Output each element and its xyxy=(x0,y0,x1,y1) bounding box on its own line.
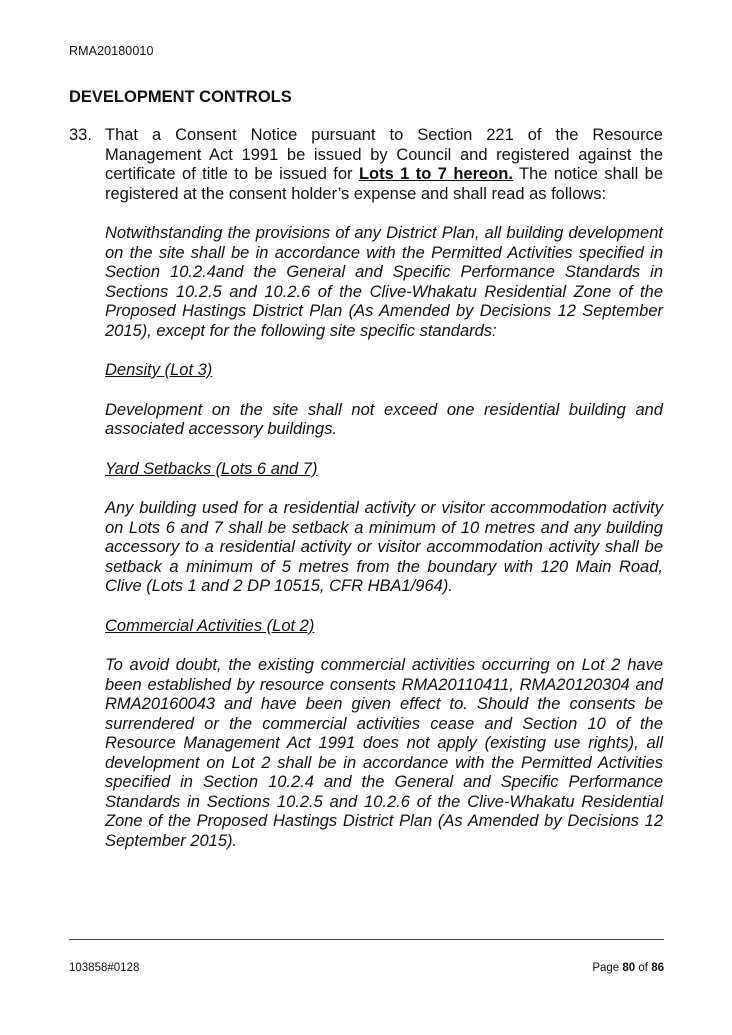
lots-reference: Lots 1 to 7 hereon. xyxy=(358,165,513,183)
yard-setbacks-paragraph: Any building used for a residential activity or visitor accommodation activity on Lots 6 and 7 shall be setback a minimum of 10 metres and any building accessory to a residential activity or visitor accommodation activity shall be setback a minimum of 5 metres from the boundary with 120 Main Road, Clive (Lots 1 and 2 DP 10515, CFR HBA1/964). xyxy=(105,499,663,595)
notice-intro-paragraph: Notwithstanding the provisions of any District Plan, all building development on the site shall be in accordance with the Permitted Activities specified in Section 10.2.4and the General and Specific Performance Standards in Sections 10.2.5 and 10.2.6 of the Clive-Whakatu Residential Zone of the Proposed Hastings District Plan (As Amended by Decisions 12 September 2015), except for the following site specific standards: xyxy=(105,224,663,340)
density-heading: Density (Lot 3) xyxy=(105,361,213,379)
section-heading: DEVELOPMENT CONTROLS xyxy=(69,88,292,106)
condition-body xyxy=(105,126,663,851)
intro-text-before: That a Consent Notice pursuant to Section 221 of the Resource Management Act 1991 be issued by Council and registered against the certificate of title to be issued for xyxy=(105,126,663,183)
condition-33 xyxy=(69,126,663,851)
intro-text-after: The notice shall be registered at the consent holder’s expense and shall read as follows: xyxy=(105,165,664,203)
commercial-activities-paragraph: To avoid doubt, the existing commercial activities occurring on Lot 2 have been established by resource consents RMA20110411, RMA20120304 and RMA20160043 and have been given effect to. Should the consents be surrendered or the commercial activities cease and Section 10 of the Resource Management Act 1991 does not apply (existing use rights), all development on Lot 2 shall be in accordance with the Permitted Activities specified in Section 10.2.4 and the General and Specific Performance Standards in Sections 10.2.5 and 10.2.6 of the Clive-Whakatu Residential Zone of the Proposed Hastings District Plan (As Amended by Decisions 12 September 2015). xyxy=(105,656,663,850)
page-number xyxy=(592,962,664,974)
footer-document-id: 103858#0128 xyxy=(69,962,140,974)
commercial-activities-heading: Commercial Activities (Lot 2) xyxy=(105,616,315,635)
yard-setbacks-heading: Yard Setbacks (Lots 6 and 7) xyxy=(105,459,318,478)
page-label: Page xyxy=(592,962,620,974)
page-of-label: of xyxy=(638,962,648,974)
density-paragraph: Development on the site shall not exceed one residential building and associated accessory buildings. xyxy=(105,400,663,438)
condition-intro xyxy=(105,126,663,204)
total-pages-number: 86 xyxy=(651,962,664,974)
document-reference: RMA20180010 xyxy=(69,44,154,58)
current-page-number: 80 xyxy=(622,962,636,974)
footer-divider xyxy=(69,939,664,940)
condition-number: 33. xyxy=(69,126,92,144)
